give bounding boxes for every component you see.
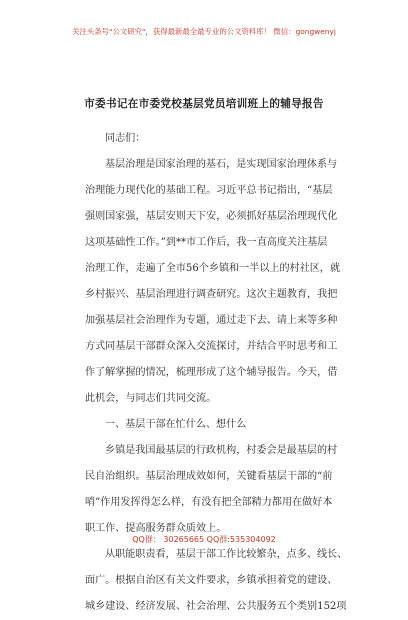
body-line: 作了解掌握的情况，梳理形成了这个辅导报告。今天，借 (85, 367, 338, 378)
body-line: 乡镇是我国最基层的行政机构，村委会是最基层的村 (105, 445, 338, 456)
footer-note: QQ群： 30265665 QQ群:535304092 (132, 535, 276, 544)
body-line: 加强基层社会治理作为专题，通过走下去、请上来等多种 (85, 315, 338, 326)
body-line: 此机会，与同志们共同交流。 (85, 393, 217, 404)
body-line: 民自治组织。基层治理成效如何，关键看基层干部的“前 (85, 471, 333, 482)
document-title: 市委书记在市委党校基层党员培训班上的辅导报告 (84, 98, 324, 110)
salutation-line: 同志们： (105, 133, 146, 144)
header-note: 关注头条号"公文研究"，获得最新最全最专业的公文资料库！ 微信：gongwenyj (72, 27, 336, 36)
body-line: 哨”作用发挥得怎么样，有没有把全部精力都用在做好本 (85, 497, 333, 508)
body-line: 这项基础性工作。”到**市工作后，我一直高度关注基层 (85, 237, 328, 248)
body-line: 从职能职责看，基层干部工作比较繁杂，点多、线长、 (105, 549, 348, 560)
document-body (85, 126, 347, 620)
section-heading: 一、基层干部在忙什么、想什么 (105, 419, 247, 430)
body-line: 城乡建设、经济发展、社会治理、公共服务五个类别152项 (85, 601, 347, 612)
body-line: 治理能力现代化的基础工程。习近平总书记指出，“基层 (85, 185, 333, 196)
body-line: 方式同基层干部群众深入交流探讨，并结合平时思考和工 (85, 341, 338, 352)
body-line: 治理工作，走遍了全市56个乡镇和一半以上的村社区，就 (85, 263, 341, 274)
body-line: 强则国家强，基层安则天下安，必须抓好基层治理现代化 (85, 211, 338, 222)
body-line: 职工作、提高服务群众质效上。 (85, 523, 227, 534)
body-line: 面广。根据自治区有关文件要求，乡镇承担着党的建设、 (85, 575, 338, 586)
body-line: 基层治理是国家治理的基石，是实现国家治理体系与 (105, 159, 338, 170)
body-line: 乡村振兴、基层治理进行调查研究。这次主题教育，我把 (85, 289, 338, 300)
